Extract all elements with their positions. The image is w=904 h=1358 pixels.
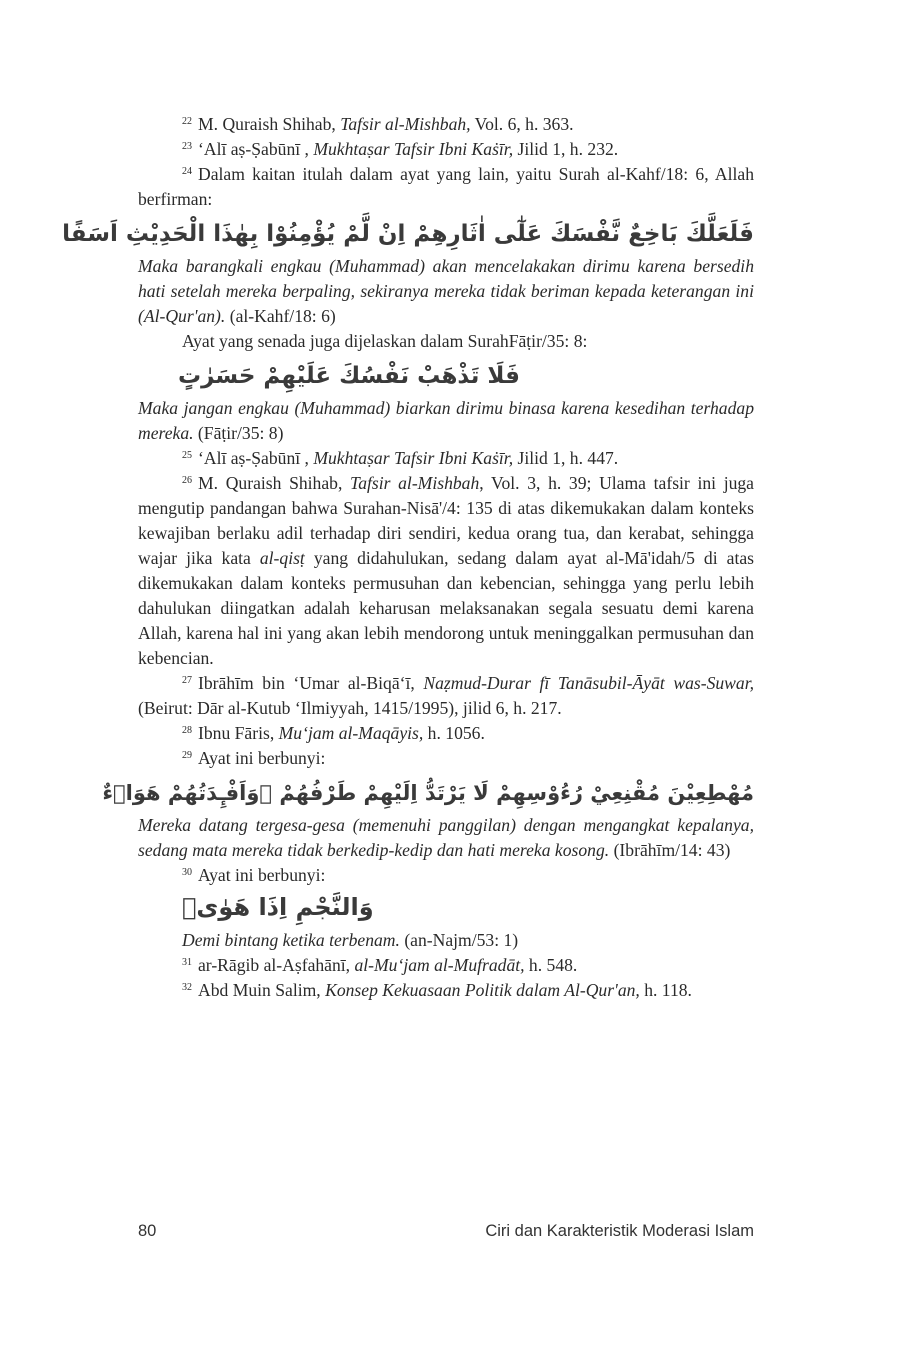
translation-ibrahim: Mereka datang tergesa-gesa (memenuhi panggilan) dengan mengangkat kepalanya, sedang mata mereka tidak berkedip-kedip dan hati mereka kosong. (Ibrāhīm/14: 43) [138,815,754,860]
translation-kahf: Maka barangkali engkau (Muhammad) akan mencelakakan dirimu karena bersedih hati setelah mereka berpaling, sekiranya mereka tidak beriman kepada keterangan ini (Al-Qur'an). (al-Kahf/18: 6) [138,256,754,326]
translation-najm: Demi bintang ketika terbenam. (an-Najm/53: 1) [182,930,519,950]
footnote-29: $^{29}$ Ayat ini berbunyi: [182,748,326,768]
footnote-26: $^{26}$ M. Quraish Shihab, Tafsir al-Mishbah, Vol. 3, h. 39; Ulama tafsir ini juga mengutip pandangan bahwa Surahan-Nisā'/4: 135 di atas dikemukakan dalam konteks kewajiban berlaku adil terhadap diri sendiri, kedua orang tua, dan kerabat, sehingga wajar jika kata al-qisṭ yang didahulukan, sedang dalam ayat al-Mā'idah/5 di atas dikemukakan dalam konteks permusuhan dan kebencian, sehingga yang perlu lebih dahulukan diingatkan adalah keharusan melaksanakan segala sesuatu demi karena Allah, karena hal ini yang akan lebih mendorong untuk meninggalkan permusuhan dan kebencian. [138,473,754,668]
footnote-22: $^{22}$ M. Quraish Shihab, Tafsir al-Mishbah, Vol. 6, h. 363. [182,114,574,134]
footnote-28: $^{28}$ Ibnu Fāris, Mu‘jam al-Maqāyis, h. 1056. [182,723,485,743]
paragraph-fatir: Ayat yang senada juga dijelaskan dalam SurahFāṭir/35: 8: [182,331,588,351]
footnote-31: $^{31}$ ar-Rāgib al-Aṣfahānī, al-Mu‘jam al-Mufradāt, h. 548. [182,955,578,975]
translation-fatir: Maka jangan engkau (Muhammad) biarkan dirimu binasa karena kesedihan terhadap mereka. (Fāṭir/35: 8) [138,398,754,443]
footnote-32: $^{32}$ Abd Muin Salim, Konsep Kekuasaan Politik dalam Al-Qur'an, h. 118. [182,980,692,1000]
footnotes-page [62,112,754,1003]
footnote-27: $^{27}$ Ibrāhīm bin ‘Umar al-Biqā‘ī, Naẓmud-Durar fī Tanāsubil-Āyāt was-Suwar, (Beirut: Dār al-Kutub ‘Ilmiyyah, 1415/1995), jilid 6, h. 217. [138,673,754,718]
footnote-30: $^{30}$ Ayat ini berbunyi: [182,865,326,885]
page-number: 80 [138,1222,157,1240]
arabic-verse-ibrahim: مُهْطِعِيْنَ مُقْنِعِيْ رُءُوْسِهِمْ لَا يَرْتَدُّ اِلَيْهِمْ طَرْفُهُمْ ۚوَاَفْـِٕدَتُهُمْ هَوَاۤءٌ [102,781,754,805]
footnote-23: $^{23}$ ‘Alī aṣ-Ṣabūnī , Mukhtaṣar Tafsir Ibni Kaṡīr, Jilid 1, h. 232. [182,139,619,159]
arabic-verse-najm: وَالنَّجْمِ اِذَا هَوٰىۙ [182,893,374,921]
arabic-verse-fatir: فَلَا تَذْهَبْ نَفْسُكَ عَلَيْهِمْ حَسَرٰتٍ [178,363,520,389]
arabic-verse-kahf: فَلَعَلَّكَ بَاخِعٌ نَّفْسَكَ عَلٰٓى اٰثَارِهِمْ اِنْ لَّمْ يُؤْمِنُوْا بِهٰذَا الْحَدِيْثِ اَسَفًا [62,221,754,247]
running-title: Ciri dan Karakteristik Moderasi Islam [485,1222,754,1240]
footnote-25: $^{25}$ ‘Alī aṣ-Ṣabūnī , Mukhtaṣar Tafsir Ibni Kaṡīr, Jilid 1, h. 447. [182,448,619,468]
footnote-24: $^{24}$ Dalam kaitan itulah dalam ayat yang lain, yaitu Surah al-Kahf/18: 6, Allah berfirman: [138,164,754,209]
